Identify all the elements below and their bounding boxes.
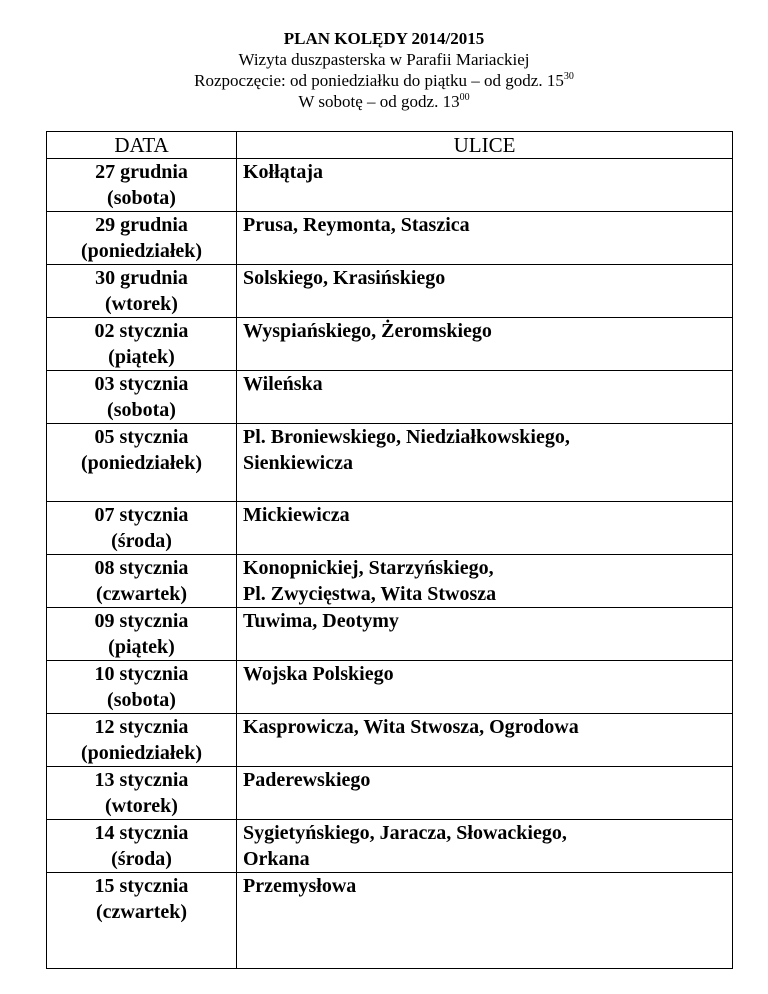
visit-weekday: (sobota) bbox=[107, 187, 176, 209]
table-row bbox=[47, 212, 733, 265]
visit-weekday: (środa) bbox=[111, 848, 172, 870]
streets-cell bbox=[237, 424, 733, 502]
street-list-line: Kasprowicza, Wita Stwosza, Ogrodowa bbox=[243, 716, 579, 738]
visit-weekday: (piątek) bbox=[108, 636, 175, 658]
column-header-streets: ULICE bbox=[237, 132, 733, 159]
visit-date: 10 stycznia bbox=[94, 663, 189, 685]
table-row bbox=[47, 424, 733, 502]
visit-date: 29 grudnia bbox=[95, 214, 188, 236]
visit-date: 05 stycznia bbox=[94, 426, 189, 448]
visit-date: 14 stycznia bbox=[94, 822, 189, 844]
table-row bbox=[47, 371, 733, 424]
visit-date: 13 stycznia bbox=[94, 769, 189, 791]
date-cell bbox=[47, 212, 237, 265]
table-row bbox=[47, 820, 733, 873]
saturday-hours-minutes: 00 bbox=[459, 92, 470, 103]
streets-cell bbox=[237, 555, 733, 608]
table-row bbox=[47, 661, 733, 714]
visit-weekday: (sobota) bbox=[107, 399, 176, 421]
visit-weekday: (wtorek) bbox=[105, 293, 178, 315]
document-subtitle: Wizyta duszpasterska w Parafii Mariackiej bbox=[238, 50, 530, 69]
visit-weekday: (poniedziałek) bbox=[80, 742, 203, 764]
table-row bbox=[47, 159, 733, 212]
street-list-line: Konopnickiej, Starzyńskiego, bbox=[243, 557, 494, 579]
visit-date: 09 stycznia bbox=[94, 610, 189, 632]
visit-weekday: (czwartek) bbox=[95, 583, 188, 605]
visit-date: 12 stycznia bbox=[94, 716, 189, 738]
street-list-line: Mickiewicza bbox=[243, 504, 350, 526]
document-title: PLAN KOLĘDY 2014/2015 bbox=[283, 29, 485, 48]
date-cell bbox=[47, 608, 237, 661]
street-list-line: Przemysłowa bbox=[243, 875, 357, 897]
visit-date: 08 stycznia bbox=[94, 557, 189, 579]
street-list-line: Wyspiańskiego, Żeromskiego bbox=[243, 320, 492, 342]
streets-cell bbox=[237, 661, 733, 714]
street-list-line: Kołłątaja bbox=[243, 161, 323, 183]
visit-weekday: (środa) bbox=[111, 530, 172, 552]
column-header-date: DATA bbox=[47, 132, 237, 159]
visit-weekday: (poniedziałek) bbox=[80, 452, 203, 474]
street-list-line: Sygietyńskiego, Jaracza, Słowackiego, bbox=[243, 822, 567, 844]
street-list-line: Prusa, Reymonta, Staszica bbox=[243, 214, 470, 236]
weekday-hours-line bbox=[0, 70, 768, 91]
streets-cell bbox=[237, 873, 733, 969]
table-row bbox=[47, 608, 733, 661]
streets-cell bbox=[237, 714, 733, 767]
visit-weekday: (sobota) bbox=[107, 689, 176, 711]
visit-date: 27 grudnia bbox=[95, 161, 188, 183]
streets-cell bbox=[237, 608, 733, 661]
streets-cell bbox=[237, 318, 733, 371]
visit-weekday: (wtorek) bbox=[105, 795, 178, 817]
street-list-line: Pl. Broniewskiego, Niedziałkowskiego, bbox=[243, 426, 570, 448]
weekday-hours-text: Rozpoczęcie: od poniedziałku do piątku – od godz. 15 bbox=[194, 71, 564, 90]
street-list-line: Wojska Polskiego bbox=[243, 663, 394, 685]
table-row bbox=[47, 555, 733, 608]
streets-cell bbox=[237, 371, 733, 424]
table-row bbox=[47, 767, 733, 820]
date-cell bbox=[47, 265, 237, 318]
streets-cell bbox=[237, 767, 733, 820]
table-row bbox=[47, 873, 733, 969]
table-row bbox=[47, 265, 733, 318]
date-cell bbox=[47, 318, 237, 371]
visit-weekday: (poniedziałek) bbox=[80, 240, 203, 262]
street-list-line: Sienkiewicza bbox=[243, 452, 353, 474]
street-list-line: Paderewskiego bbox=[243, 769, 371, 791]
street-list-line: Pl. Zwycięstwa, Wita Stwosza bbox=[243, 583, 497, 605]
visit-weekday: (piątek) bbox=[108, 346, 175, 368]
date-cell bbox=[47, 424, 237, 502]
table-row bbox=[47, 714, 733, 767]
schedule-table bbox=[46, 131, 733, 969]
visit-date: 02 stycznia bbox=[94, 320, 189, 342]
street-list-line: Orkana bbox=[243, 848, 310, 870]
visit-date: 07 stycznia bbox=[94, 504, 189, 526]
date-cell bbox=[47, 767, 237, 820]
streets-cell bbox=[237, 265, 733, 318]
streets-cell bbox=[237, 159, 733, 212]
streets-cell bbox=[237, 820, 733, 873]
table-row bbox=[47, 502, 733, 555]
table-row bbox=[47, 318, 733, 371]
document-header bbox=[0, 28, 768, 112]
visit-date: 15 stycznia bbox=[94, 875, 189, 897]
date-cell bbox=[47, 820, 237, 873]
streets-cell bbox=[237, 502, 733, 555]
visit-weekday: (czwartek) bbox=[95, 901, 188, 923]
date-cell bbox=[47, 873, 237, 969]
street-list-line: Tuwima, Deotymy bbox=[243, 610, 399, 632]
date-cell bbox=[47, 159, 237, 212]
visit-date: 30 grudnia bbox=[95, 267, 188, 289]
visit-date: 03 stycznia bbox=[94, 373, 189, 395]
saturday-hours-line bbox=[0, 91, 768, 112]
table-header-row bbox=[47, 132, 733, 159]
weekday-hours-minutes: 30 bbox=[563, 71, 574, 82]
saturday-hours-text: W sobotę – od godz. 13 bbox=[298, 92, 460, 111]
streets-cell bbox=[237, 212, 733, 265]
date-cell bbox=[47, 714, 237, 767]
date-cell bbox=[47, 502, 237, 555]
date-cell bbox=[47, 371, 237, 424]
date-cell bbox=[47, 555, 237, 608]
schedule-body bbox=[47, 159, 733, 969]
date-cell bbox=[47, 661, 237, 714]
street-list-line: Wileńska bbox=[243, 373, 323, 395]
street-list-line: Solskiego, Krasińskiego bbox=[243, 267, 446, 289]
